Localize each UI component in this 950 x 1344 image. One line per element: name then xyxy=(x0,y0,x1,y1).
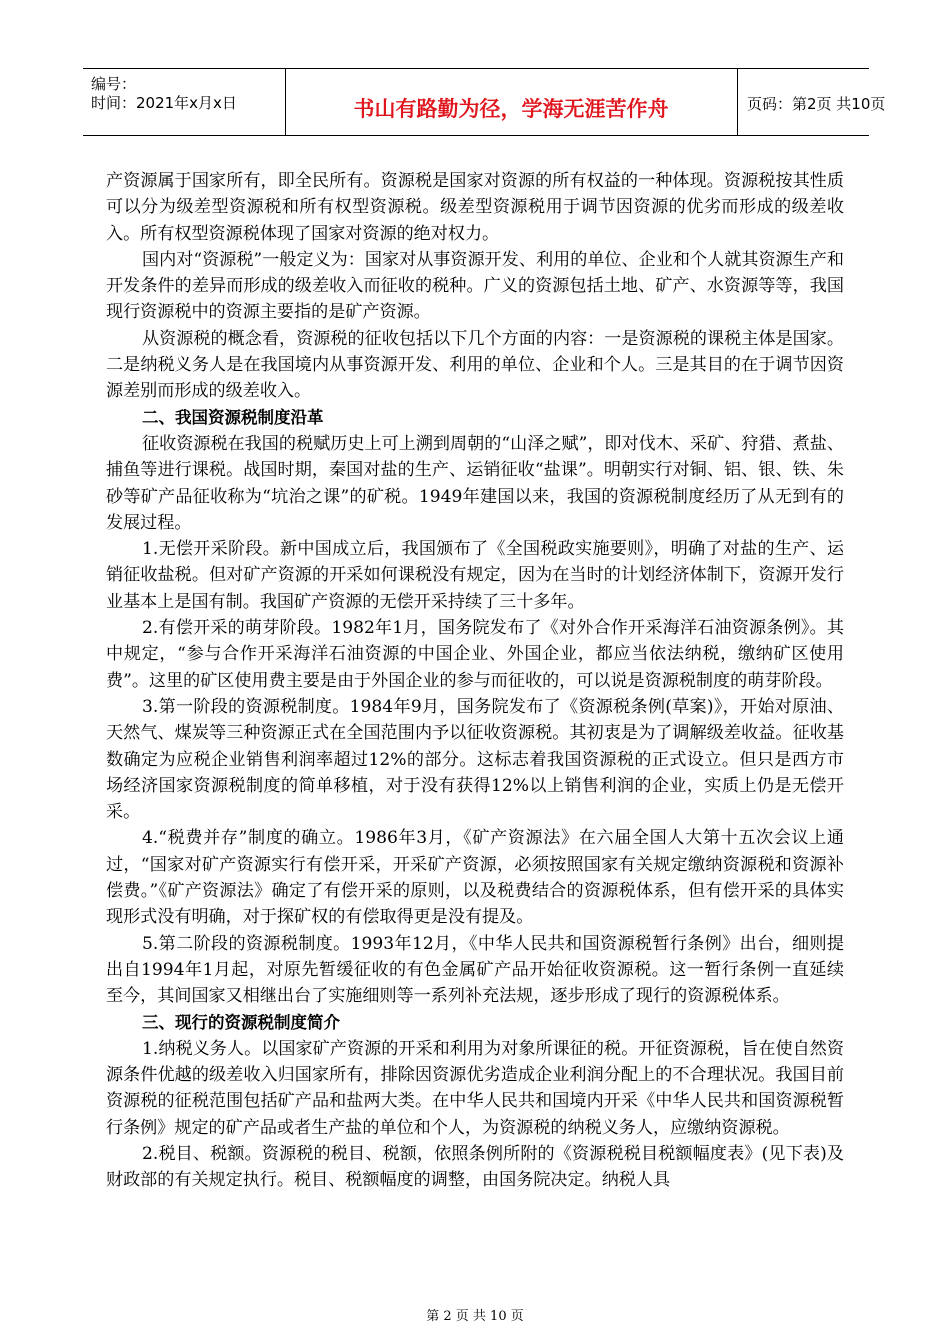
header-page-cell xyxy=(737,69,886,135)
paragraph: 国内对“资源税”一般定义为：国家对从事资源开发、利用的单位、企业和个人就其资源生产和开发条件的差异而形成的级差收入而征收的税种。广义的资源包括土地、矿产、水资源等等，我国现行资源税中的资源主要指的是矿产资源。 xyxy=(106,249,844,323)
paragraph: 产资源属于国家所有，即全民所有。资源税是国家对资源的所有权益的一种体现。资源税按其性质可以分为级差型资源税和所有权型资源税。级差型资源税用于调节因资源的优劣而形成的级差收入。所有权型资源税体现了国家对资源的绝对权力。 xyxy=(106,171,844,244)
header-motto-cell xyxy=(285,69,738,135)
header-meta xyxy=(83,69,286,135)
document-body xyxy=(106,168,844,1194)
page-footer: 第 2 页 共 10 页 xyxy=(426,1309,524,1324)
page-header xyxy=(83,68,886,136)
motto: 书山有路勤为径，学海无涯苦作舟 xyxy=(353,97,669,121)
paragraph: 1.纳税义务人。以国家矿产资源的开采和利用为对象所课征的税。开征资源税，旨在使自然资源条件优越的级差收入归国家所有，排除因资源优劣造成企业利润分配上的不合理状况。我国目前资源税的征税范围包括矿产品和盐两大类。在中华人民共和国境内开采《中华人民共和国资源税暂行条例》规定的矿产品或者生产盐的单位和个人，为资源税的纳税义务人，应缴纳资源税。 xyxy=(106,1038,844,1138)
paragraph: 从资源税的概念看，资源税的征收包括以下几个方面的内容：一是资源税的课税主体是国家。二是纳税义务人是在我国境内从事资源开发、利用的单位、企业和个人。三是其目的在于调节因资源差别而形成的级差收入。 xyxy=(106,328,844,402)
serial-label: 编号： xyxy=(91,75,137,93)
paragraph: 2.税目、税额。资源税的税目、税额，依照条例所附的《资源税税目税额幅度表》(见下表)及财政部的有关规定执行。税目、税额幅度的调整，由国务院决定。纳税人具 xyxy=(106,1143,844,1191)
section-heading: 三、现行的资源税制度简介 xyxy=(142,1012,340,1032)
section-heading: 二、我国资源税制度沿革 xyxy=(142,407,324,427)
page-info: 页码：第2页 共10页 xyxy=(747,95,886,113)
paragraph: 5.第二阶段的资源税制度。1993年12月，《中华人民共和国资源税暂行条例》出台，细则提出自1994年1月起，对原先暂缓征收的有色金属矿产品开始征收资源税。这一暂行条例一直延续至今，其间国家又相继出台了实施细则等一系列补充法规，逐步形成了现行的资源税体系。 xyxy=(106,933,844,1007)
paragraph: 4.“税费并存”制度的确立。1986年3月，《矿产资源法》在六届全国人大第十五次会议上通过，“国家对矿产资源实行有偿开采，开采矿产资源，必须按照国家有关规定缴纳资源税和资源补偿费。”《矿产资源法》确定了有偿开采的原则，以及税费结合的资源税体系，但有偿开采的具体实现形式没有明确，对于探矿权的有偿取得更是没有提及。 xyxy=(106,828,844,928)
time-label: 时间：2021年x月x日 xyxy=(91,94,237,112)
paragraph: 3.第一阶段的资源税制度。1984年9月，国务院发布了《资源税条例(草案)》，开始对原油、天然气、煤炭等三种资源正式在全国范围内予以征收资源税。其初衷是为了调解级差收益。征收基数确定为应税企业销售利润率超过12%的部分。这标志着我国资源税的正式设立。但只是西方市场经济国家资源税制度的简单移植，对于没有获得12%以上销售利润的企业，实质上仍是无偿开采。 xyxy=(106,696,844,823)
paragraph: 征收资源税在我国的税赋历史上可上溯到周朝的“山泽之赋”，即对伐木、采矿、狩猎、煮盐、捕鱼等进行课税。战国时期，秦国对盐的生产、运销征收“盐课”。明朝实行对铜、铝、银、铁、朱砂等矿产品征收称为“坑治之课”的矿税。1949年建国以来，我国的资源税制度经历了从无到有的发展过程。 xyxy=(106,433,844,533)
paragraph: 1.无偿开采阶段。新中国成立后，我国颁布了《全国税政实施要则》，明确了对盐的生产、运销征收盐税。但对矿产资源的开采如何课税没有规定，因为在当时的计划经济体制下，资源开发行业基本上是国有制。我国矿产资源的无偿开采持续了三十多年。 xyxy=(106,539,844,612)
paragraph: 2.有偿开采的萌芽阶段。1982年1月，国务院发布了《对外合作开采海洋石油资源条例》。其中规定，“参与合作开采海洋石油资源的中国企业、外国企业，都应当依法纳税，缴纳矿区使用费”。这里的矿区使用费主要是由于外国企业的参与而征收的，可以说是资源税制度的萌芽阶段。 xyxy=(106,618,844,691)
